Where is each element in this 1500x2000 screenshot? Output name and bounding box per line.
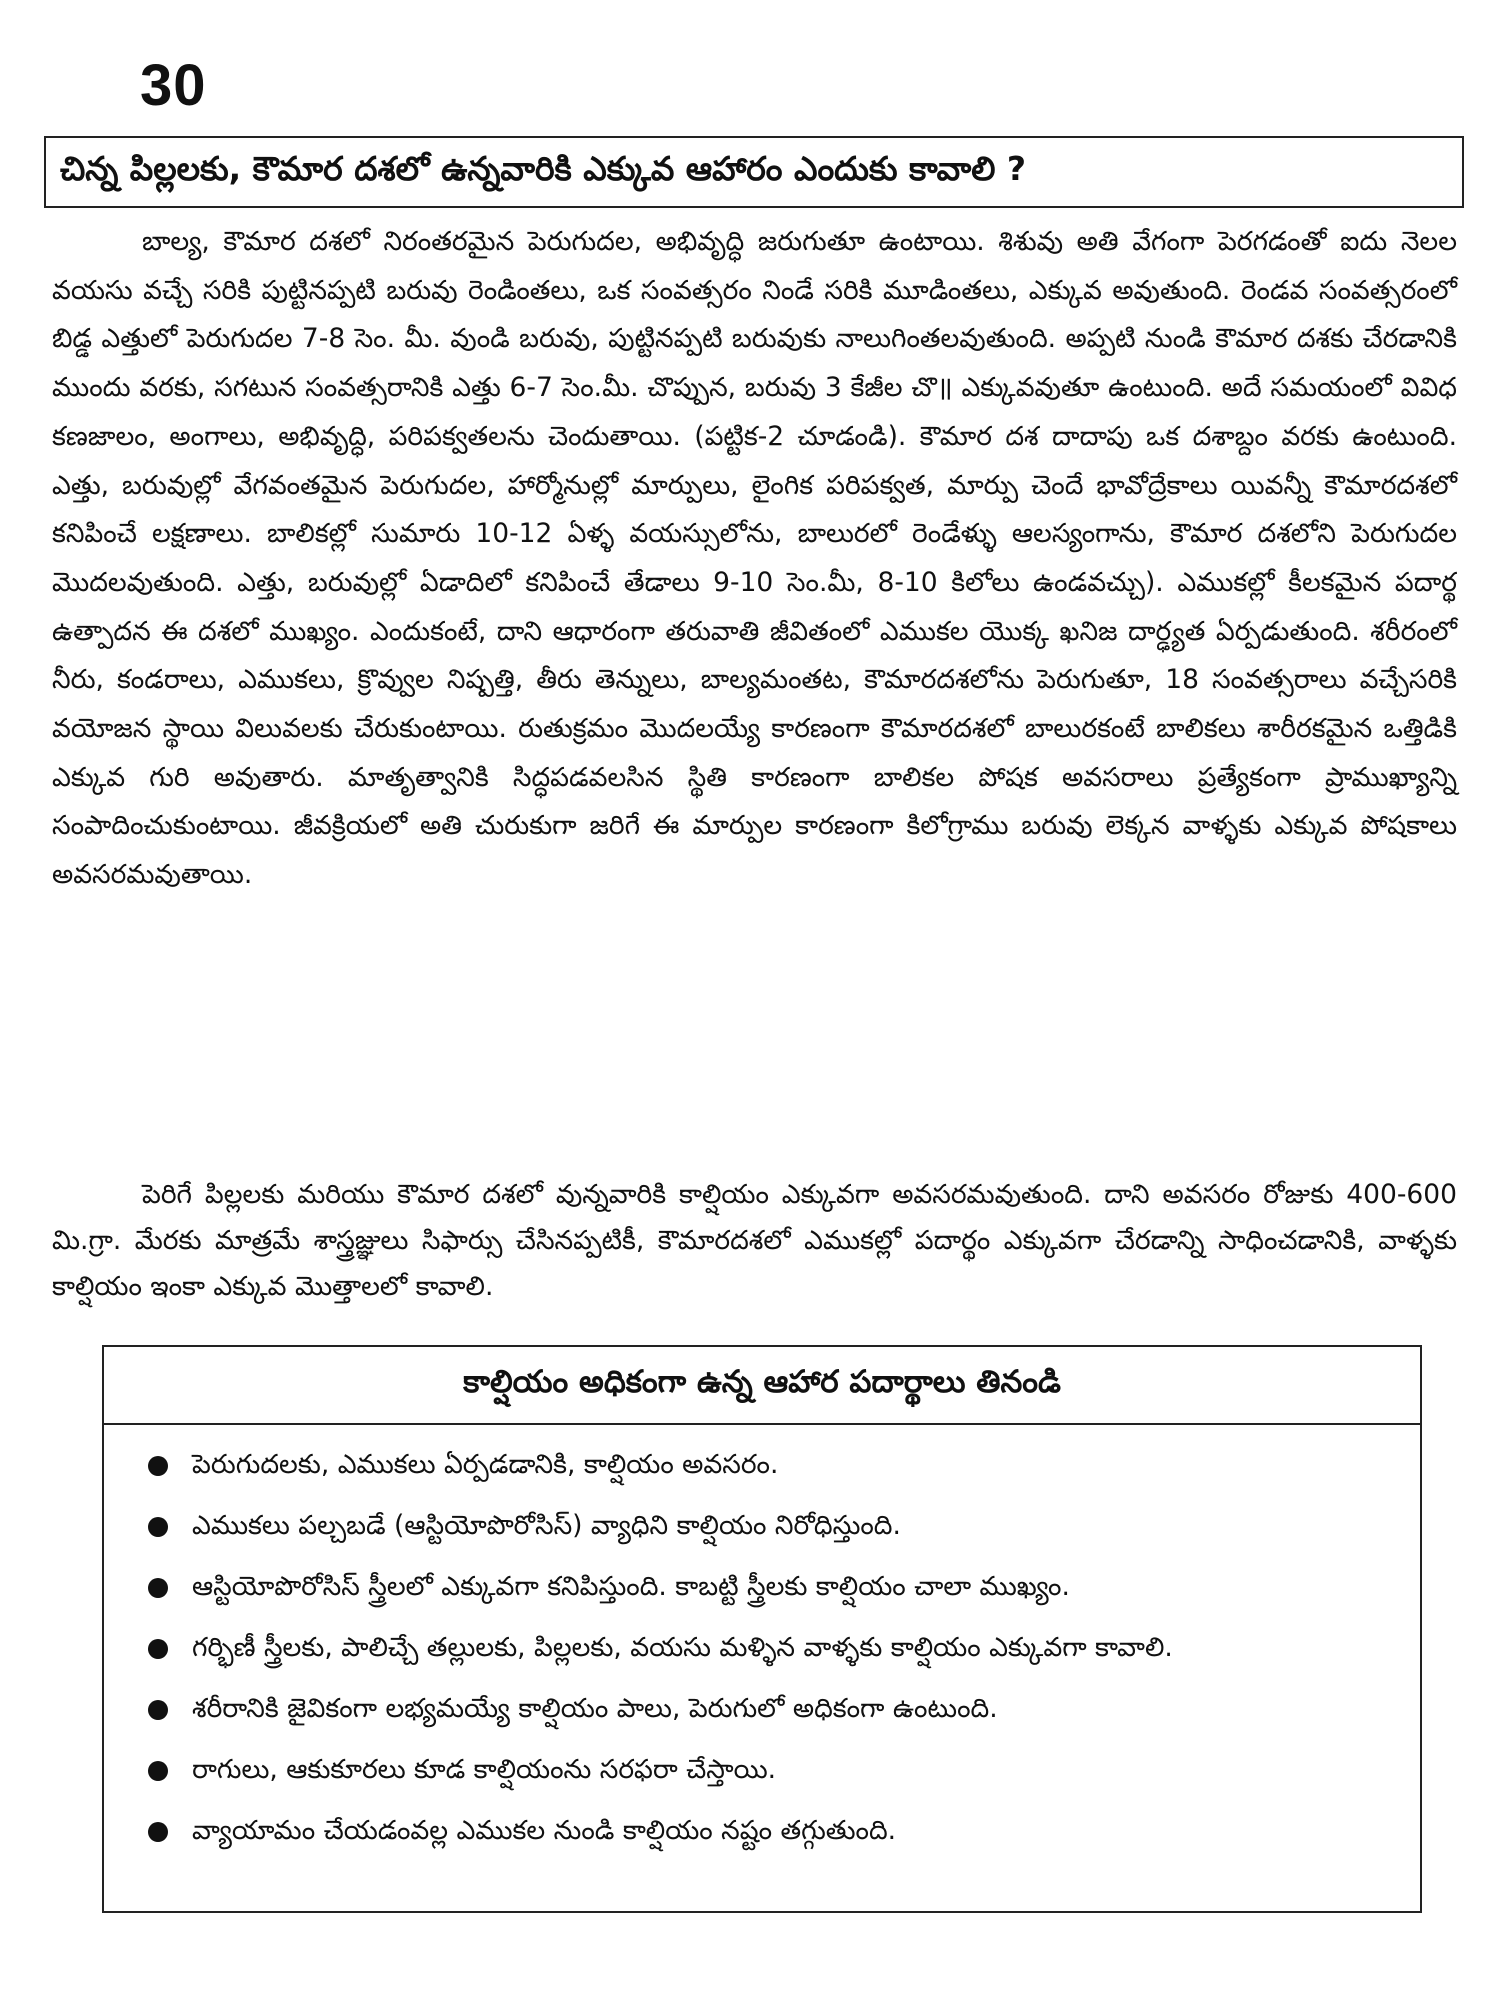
bullet-icon [148,1639,168,1659]
list-item [138,1748,1400,1792]
page-title: చిన్న పిల్లలకు, కౌమార దశలో ఉన్నవారికి ఎక్కువ ఆహారం ఎందుకు కావాలి ? [60,148,1027,188]
list-item-text: ఎముకలు పల్చబడే (ఆస్టియోపొరోసిస్) వ్యాధిని కాల్షియం నిరోధిస్తుంది. [192,1510,901,1541]
list-item [138,1626,1400,1670]
bullet-icon [148,1700,168,1720]
body-paragraph-1-container [52,218,1457,900]
list-item-text: ఆస్టియోపొరోసిస్ స్త్రీలలో ఎక్కువగా కనిపిస్తుంది. కాబట్టి స్త్రీలకు కాల్షియం చాలా ముఖ్యం. [192,1571,1070,1602]
bullet-icon [148,1761,168,1781]
list-item [138,1687,1400,1731]
body-paragraph-1: బాల్య, కౌమార దశలో నిరంతరమైన పెరుగుదల, అభివృద్ధి జరుగుతూ ఉంటాయి. శిశువు అతి వేగంగా పెరగడంతో ఐదు నెలల వయసు వచ్చే సరికి పుట్టినప్పటి బరువు రెండింతలు, ఒక సంవత్సరం నిండే సరికి మూడింతలు, ఎక్కువ అవుతుంది. రెండవ సంవత్సరంలో బిడ్డ ఎత్తులో పెరుగుదల 7-8 సెం. మీ. వుండి బరువు, పుట్టినప్పటి బరువుకు నాలుగింతలవుతుంది. అప్పటి నుండి కౌమార దశకు చేరడానికి ముందు వరకు, సగటున సంవత్సరానికి ఎత్తు 6-7 సెం.మీ. చొప్పున, బరువు 3 కేజీల చొ॥ ఎక్కువవుతూ ఉంటుంది. అదే సమయంలో వివిధ కణజాలం, అంగాలు, అభివృద్ధి, పరిపక్వతలను చెందుతాయి. (పట్టిక-2 చూడండి). కౌమార దశ దాదాపు ఒక దశాబ్దం వరకు ఉంటుంది. ఎత్తు, బరువుల్లో వేగవంతమైన పెరుగుదల, హార్మోనుల్లో మార్పులు, లైంగిక పరిపక్వత, మార్పు చెందే భావోద్రేకాలు యివన్నీ కౌమారదశలో కనిపించే లక్షణాలు. బాలికల్లో సుమారు 10-12 ఏళ్ళ వయస్సులోను, బాలురలో రెండేళ్ళు ఆలస్యంగాను, కౌమార దశలోని పెరుగుదల మొదలవుతుంది. ఎత్తు, బరువుల్లో ఏడాదిలో కనిపించే తేడాలు 9-10 సెం.మీ, 8-10 కిలోలు ఉండవచ్చు). ఎముకల్లో కీలకమైన పదార్థ ఉత్పాదన ఈ దశలో ముఖ్యం. ఎందుకంటే, దాని ఆధారంగా తరువాతి జీవితంలో ఎముకల యొక్క ఖనిజ దార్ఢ్యత ఏర్పడుతుంది. శరీరంలో నీరు, కండరాలు, ఎముకలు, క్రొవ్వుల నిష్పత్తి, తీరు తెన్నులు, బాల్యమంతట, కౌమారదశలోను పెరుగుతూ, 18 సంవత్సరాలు వచ్చేసరికి వయోజన స్థాయి విలువలకు చేరుకుంటాయి. రుతుక్రమం మొదలయ్యే కారణంగా కౌమారదశలో బాలురకంటే బాలికలు శారీరకమైన ఒత్తిడికి ఎక్కువ గురి అవుతారు. మాతృత్వానికి సిద్ధపడవలసిన స్థితి కారణంగా బాలికల పోషక అవసరాలు ప్రత్యేకంగా ప్రాముఖ్యాన్ని సంపాదించుకుంటాయి. జీవక్రియలో అతి చురుకుగా జరిగే ఈ మార్పుల కారణంగా కిలోగ్రాము బరువు లెక్కన వాళ్ళకు ఎక్కువ పోషకాలు అవసరమవుతాయి. [52,226,1457,891]
list-item-text: రాగులు, ఆకుకూరలు కూడ కాల్షియంను సరఫరా చేస్తాయి. [192,1754,777,1785]
bullet-icon [148,1456,168,1476]
page-number: 30 [140,53,207,118]
list-item [138,1443,1400,1487]
list-item-text: వ్యాయామం చేయడంవల్ల ఎముకల నుండి కాల్షియం నష్టం తగ్గుతుంది. [192,1815,897,1846]
list-item [138,1809,1400,1853]
bullet-icon [148,1578,168,1598]
list-item-text: గర్భిణీ స్త్రీలకు, పాలిచ్చే తల్లులకు, పిల్లలకు, వయసు మళ్ళిన వాళ్ళకు కాల్షియం ఎక్కువగా కావాలి. [192,1632,1173,1663]
bullet-icon [148,1822,168,1842]
calcium-box-heading: కాల్షియం అధికంగా ఉన్న ఆహార పదార్థాలు తినండి [104,1347,1420,1425]
body-paragraph-2: పెరిగే పిల్లలకు మరియు కౌమార దశలో వున్నవారికి కాల్షియం ఎక్కువగా అవసరమవుతుంది. దాని అవసరం రోజుకు 400-600 మి.గ్రా. మేరకు మాత్రమే శాస్త్రజ్ఞులు సిఫార్సు చేసినప్పటికీ, కౌమారదశలో ఎముకల్లో పదార్థం ఎక్కువగా చేరడాన్ని సాధించడానికి, వాళ్ళకు కాల్షియం ఇంకా ఎక్కువ మొత్తాలలో కావాలి. [52,1179,1457,1302]
calcium-list [104,1425,1420,1853]
list-item-text: శరీరానికి జైవికంగా లభ్యమయ్యే కాల్షియం పాలు, పెరుగులో అధికంగా ఉంటుంది. [192,1693,998,1724]
title-box [44,136,1464,208]
bullet-icon [148,1517,168,1537]
list-item [138,1504,1400,1548]
calcium-info-box [102,1345,1422,1913]
list-item [138,1565,1400,1609]
list-item-text: పెరుగుదలకు, ఎముకలు ఏర్పడడానికి, కాల్షియం అవసరం. [192,1449,779,1480]
